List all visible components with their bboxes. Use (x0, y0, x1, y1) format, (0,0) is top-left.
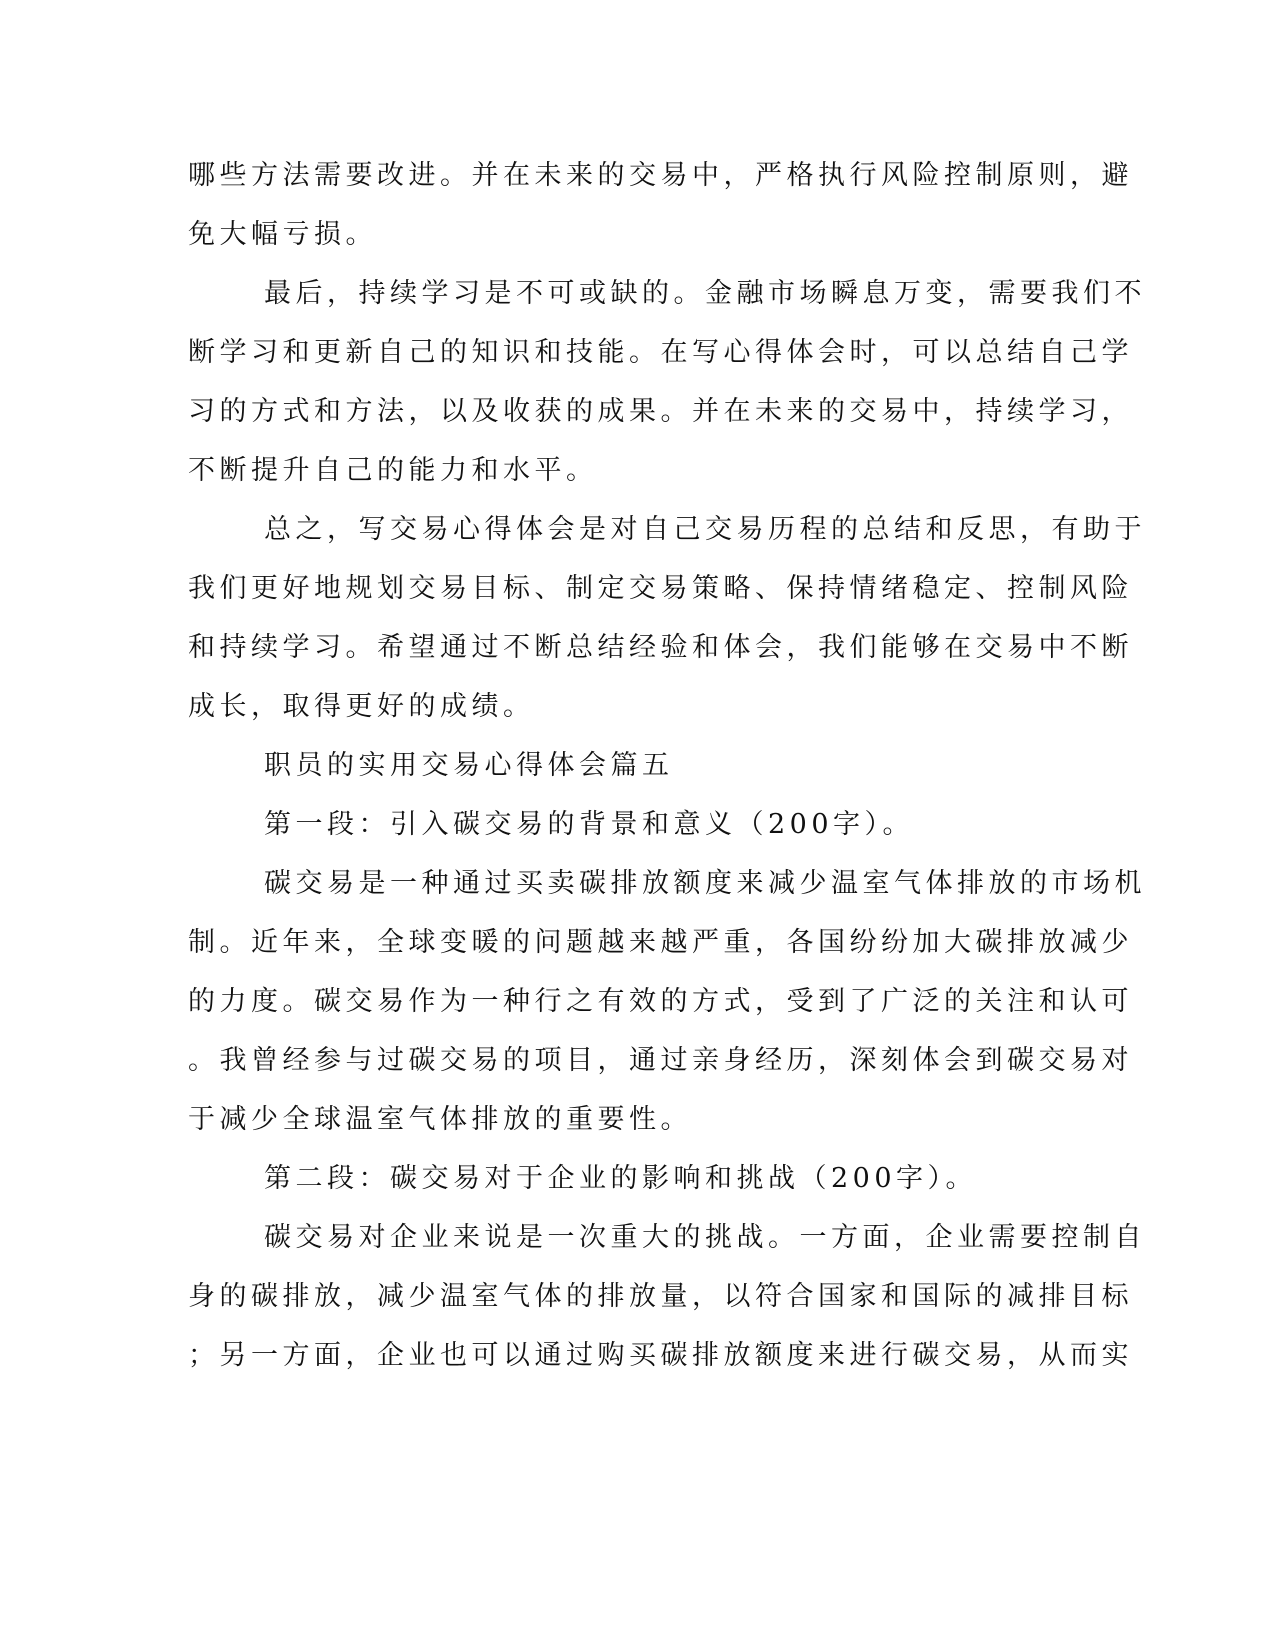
text-line: 习的方式和方法，以及收获的成果。并在未来的交易中，持续学习， (188, 396, 1133, 427)
text-line: 断学习和更新自己的知识和技能。在写心得体会时，可以总结自己学 (188, 337, 1133, 368)
paragraph-first-line: 最后，持续学习是不可或缺的。金融市场瞬息万变，需要我们不 (264, 278, 1146, 309)
text-line: 制。近年来，全球变暖的问题越来越严重，各国纷纷加大碳排放减少 (188, 927, 1133, 958)
text-line: ；另一方面，企业也可以通过购买碳排放额度来进行碳交易，从而实 (188, 1340, 1133, 1371)
paragraph-first-line: 碳交易是一种通过买卖碳排放额度来减少温室气体排放的市场机 (264, 868, 1146, 899)
text-line: 。我曾经参与过碳交易的项目，通过亲身经历，深刻体会到碳交易对 (188, 1045, 1133, 1076)
text-line: 成长，取得更好的成绩。 (188, 691, 535, 722)
text-line: 我们更好地规划交易目标、制定交易策略、保持情绪稳定、控制风险 (188, 573, 1133, 604)
text-line: 免大幅亏损。 (188, 219, 377, 250)
text-line: 的力度。碳交易作为一种行之有效的方式，受到了广泛的关注和认可 (188, 986, 1133, 1017)
paragraph-first-line: 碳交易对企业来说是一次重大的挑战。一方面，企业需要控制自 (264, 1222, 1146, 1253)
text-line: 身的碳排放，减少温室气体的排放量，以符合国家和国际的减排目标 (188, 1281, 1133, 1312)
text-line: 哪些方法需要改进。并在未来的交易中，严格执行风险控制原则，避 (188, 160, 1133, 191)
text-line: 不断提升自己的能力和水平。 (188, 455, 598, 486)
paragraph-first-line: 总之，写交易心得体会是对自己交易历程的总结和反思，有助于 (264, 514, 1146, 545)
subsection-heading: 第二段：碳交易对于企业的影响和挑战（200字）。 (264, 1163, 978, 1194)
text-line: 于减少全球温室气体排放的重要性。 (188, 1104, 692, 1135)
subsection-heading: 第一段：引入碳交易的背景和意义（200字）。 (264, 809, 915, 840)
section-heading: 职员的实用交易心得体会篇五 (264, 750, 674, 781)
text-line: 和持续学习。希望通过不断总结经验和体会，我们能够在交易中不断 (188, 632, 1133, 663)
